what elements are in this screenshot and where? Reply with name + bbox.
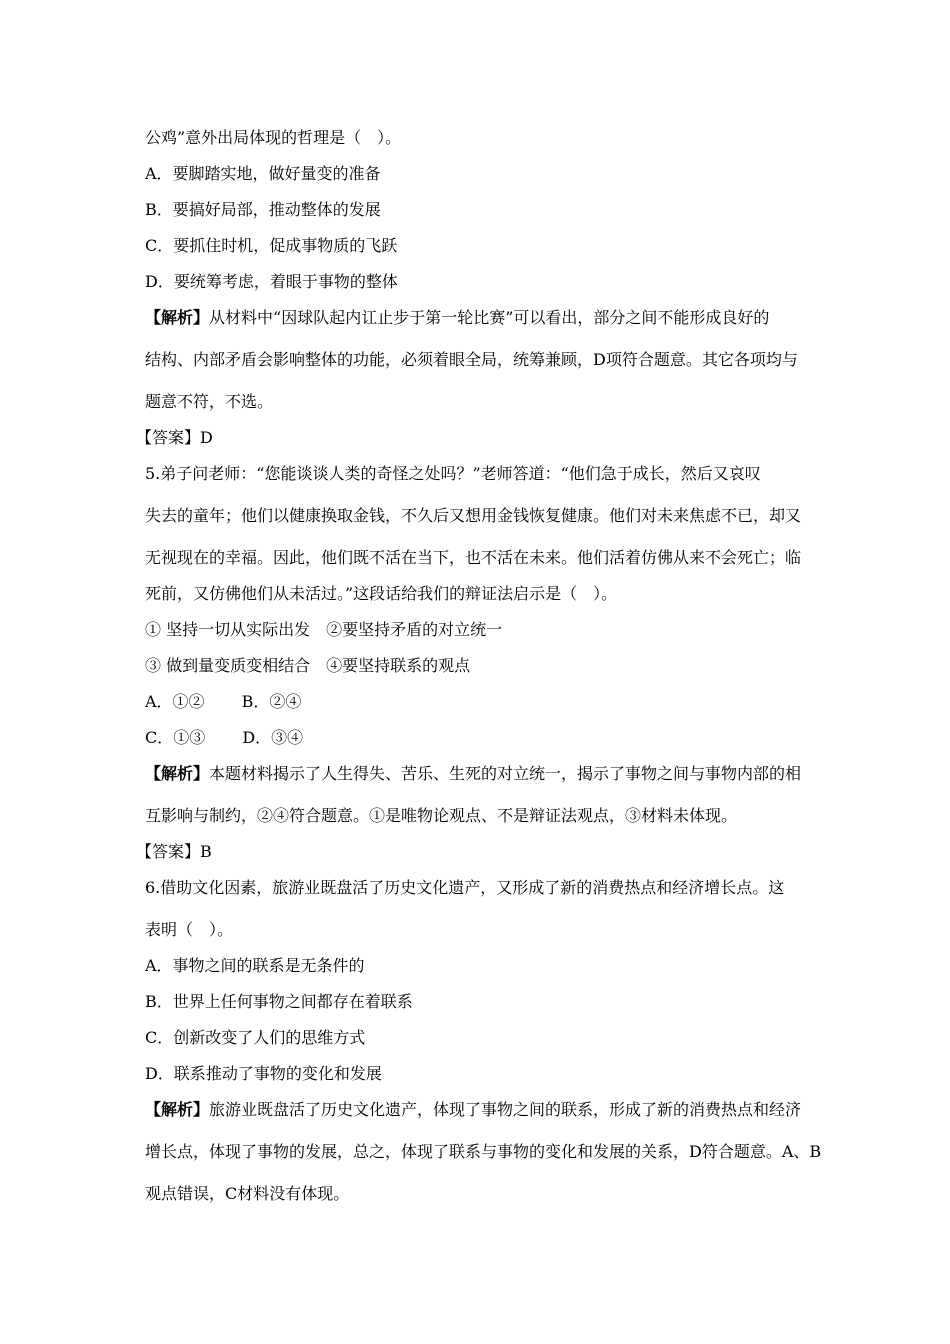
q4-option-c: C．要抓住时机，促成事物质的飞跃 [145,236,398,255]
q5-options-cd: C．①③ D．③④ [145,728,304,747]
q5-analysis-line-1 [145,764,801,784]
q5-statements-2: ③ 做到量变质变相结合 ④要坚持联系的观点 [145,656,471,675]
analysis-label: 【解析】 [145,308,210,327]
q4-analysis-line-3: 题意不符，不选。 [145,392,274,411]
q4-option-a: A．要脚踏实地，做好量变的准备 [145,164,381,183]
q6-stem-line-1: 6.借助文化因素，旅游业既盘活了历史文化遗产，又形成了新的消费热点和经济增长点。这 [145,878,785,897]
q6-option-a: A．事物之间的联系是无条件的 [145,956,365,975]
q5-stem-line-2: 失去的童年；他们以健康换取金钱，不久后又想用金钱恢复健康。他们对未来焦虑不已，却又 [145,506,802,525]
q4-analysis-line-1 [145,308,769,328]
q6-option-d: D．联系推动了事物的变化和发展 [145,1064,382,1083]
q5-stem-line-1: 5.弟子问老师：“您能谈谈人类的奇怪之处吗？”老师答道：“他们急于成长，然后又哀叹 [145,464,761,483]
q6-analysis-line-2: 增长点，体现了事物的发展，总之，体现了联系与事物的变化和发展的关系，D符合题意。A、B [145,1142,822,1161]
q4-analysis-line-2: 结构、内部矛盾会影响整体的功能，必须着眼全局，统筹兼顾，D项符合题意。其它各项均与 [145,350,798,369]
q4-option-d: D．要统筹考虑，着眼于事物的整体 [145,272,398,291]
q6-option-b: B．世界上任何事物之间都存在着联系 [145,992,413,1011]
q5-analysis-line-2: 互影响与制约，②④符合题意。①是唯物论观点、不是辩证法观点，③材料未体现。 [145,806,738,825]
q6-analysis-line-1 [145,1100,801,1120]
q6-analysis-line-3: 观点错误，C材料没有体现。 [145,1184,350,1203]
q5-options-ab: A．①② B．②④ [145,692,302,711]
analysis-text: 本题材料揭示了人生得失、苦乐、生死的对立统一，揭示了事物之间与事物内部的相 [209,764,802,783]
analysis-label: 【解析】 [145,764,210,783]
q4-option-b: B．要搞好局部，推动整体的发展 [145,200,381,219]
q5-statements-1: ① 坚持一切从实际出发 ②要坚持矛盾的对立统一 [145,620,503,639]
analysis-text: 旅游业既盘活了历史文化遗产，体现了事物之间的联系，形成了新的消费热点和经济 [209,1100,802,1119]
q4-stem-tail: 公鸡”意外出局体现的哲理是（ ）。 [145,128,402,147]
analysis-label: 【解析】 [145,1100,210,1119]
q6-stem-line-2: 表明（ ）。 [145,920,234,939]
q5-stem-line-3: 无视现在的幸福。因此，他们既不活在当下，也不活在未来。他们活着仿佛从来不会死亡；临 [145,548,802,567]
q6-option-c: C．创新改变了人们的思维方式 [145,1028,366,1047]
q5-stem-line-4: 死前，又仿佛他们从未活过。”这段话给我们的辩证法启示是（ ）。 [145,584,618,603]
q4-answer: 【答案】D [136,428,213,447]
analysis-text: 从材料中“因球队起内讧止步于第一轮比赛”可以看出，部分之间不能形成良好的 [209,308,770,327]
q5-answer: 【答案】B [136,842,212,861]
